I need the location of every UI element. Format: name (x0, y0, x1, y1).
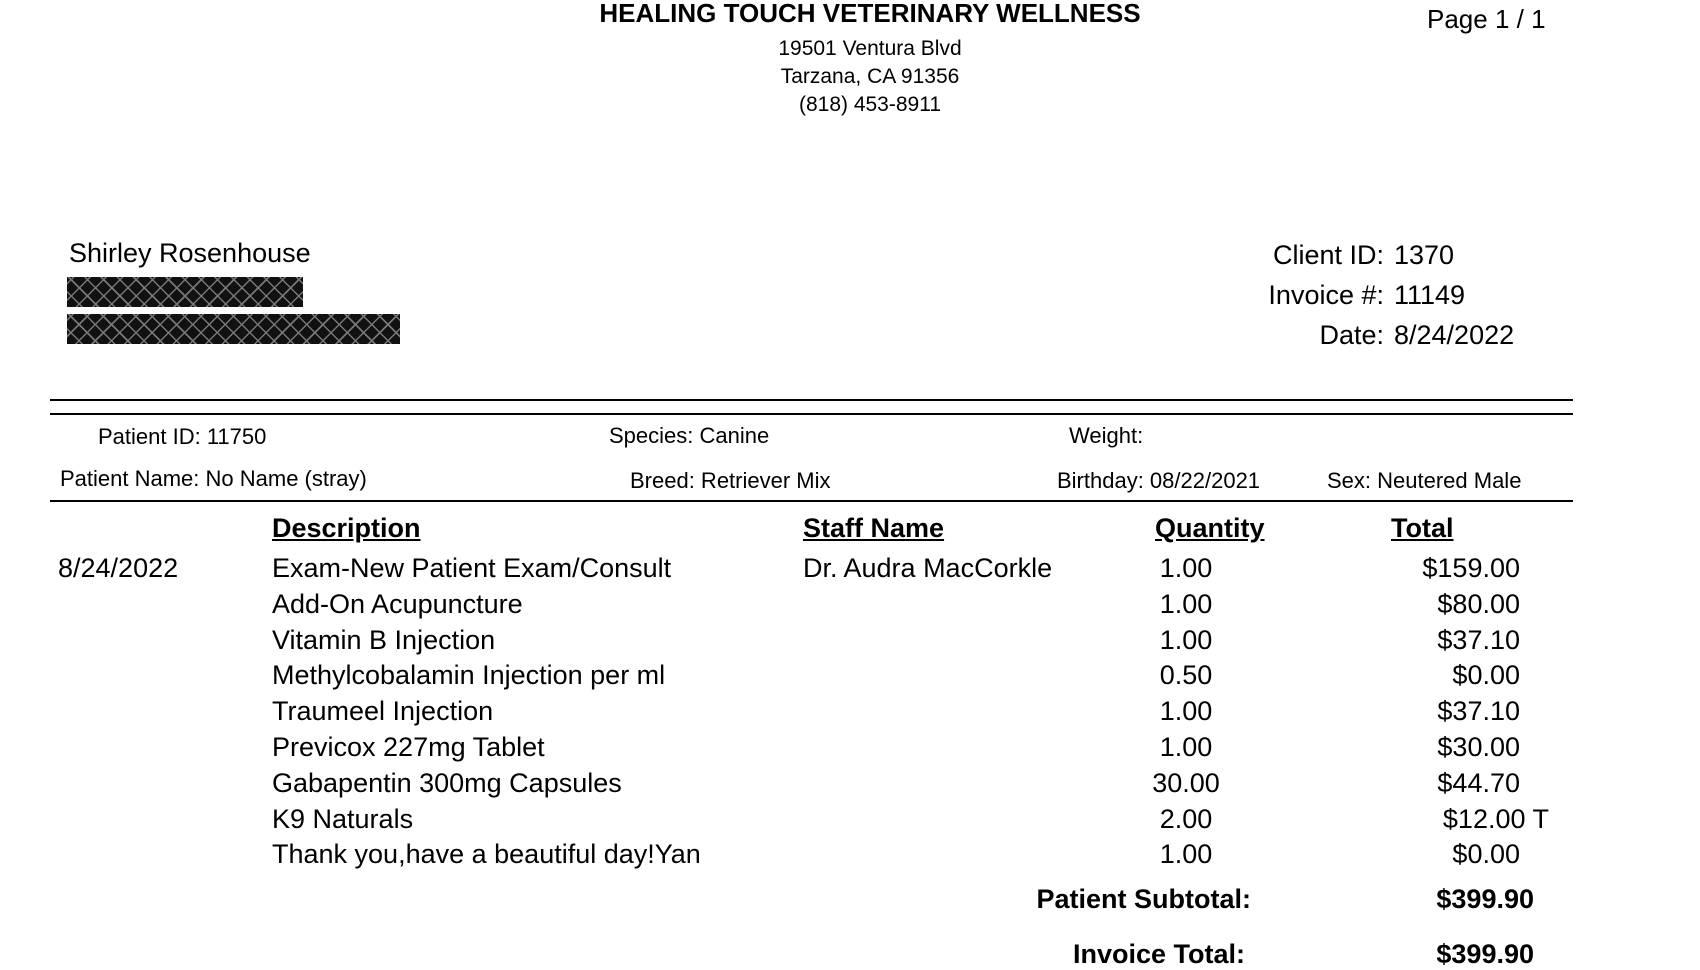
column-header-quantity: Quantity (1155, 513, 1265, 543)
row-description: Gabapentin 300mg Capsules (272, 767, 622, 798)
row-date: 8/24/2022 (58, 553, 179, 583)
patient-subtotal-value: $399.90 (1436, 884, 1534, 914)
row-quantity: 30.00 (1152, 767, 1220, 798)
table-row (0, 732, 1700, 768)
header-rule-bottom (50, 413, 1573, 415)
row-quantity: 2.00 (1159, 803, 1213, 834)
invoice-date-label: Date: (1319, 320, 1384, 350)
row-total: $12.00 T (1442, 803, 1549, 834)
row-total: $80.00 (1437, 588, 1520, 619)
table-row (0, 804, 1700, 840)
row-total: $37.10 (1437, 696, 1520, 727)
clinic-phone: (818) 453-8911 (798, 93, 942, 116)
row-description: Previcox 227mg Tablet (272, 732, 545, 762)
clinic-name: HEALING TOUCH VETERINARY WELLNESS (599, 0, 1141, 28)
row-quantity: 1.00 (1159, 839, 1213, 870)
clinic-address-line-1: 19501 Ventura Blvd (778, 37, 962, 60)
row-quantity: 1.00 (1159, 588, 1213, 619)
row-total: $159.00 (1422, 553, 1520, 583)
row-staff-name: Dr. Audra MacCorkle (803, 553, 1053, 583)
row-description: K9 Naturals (272, 803, 414, 834)
row-quantity: 1.00 (1159, 732, 1213, 762)
row-description: Thank you,have a beautiful day!Yan (272, 839, 701, 870)
column-header-description: Description (272, 513, 421, 543)
row-total: $30.00 (1437, 732, 1520, 762)
patient-subtotal-label: Patient Subtotal: (1036, 884, 1251, 914)
row-total: $0.00 (1452, 839, 1520, 870)
row-description: Exam-New Patient Exam/Consult (272, 553, 672, 583)
table-row (0, 839, 1700, 875)
row-description: Vitamin B Injection (272, 624, 496, 655)
invoice-date-value: 8/24/2022 (1394, 320, 1515, 350)
patient-sex: Sex: Neutered Male (1327, 468, 1522, 493)
table-row (0, 625, 1700, 661)
patient-weight: Weight: (1069, 423, 1144, 448)
redacted-address-line-1 (67, 277, 303, 307)
row-quantity: 1.00 (1159, 696, 1213, 727)
clinic-address-line-2: Tarzana, CA 91356 (780, 65, 960, 88)
header-rule-top (50, 399, 1573, 401)
row-description: Add-On Acupuncture (272, 588, 523, 619)
row-quantity: 0.50 (1159, 660, 1213, 691)
column-header-staff: Staff Name (803, 513, 945, 543)
row-total: $37.10 (1437, 624, 1520, 655)
table-row (0, 768, 1700, 804)
patient-id: Patient ID: 11750 (98, 424, 267, 449)
table-row (0, 696, 1700, 732)
client-name: Shirley Rosenhouse (69, 238, 311, 268)
table-row (0, 589, 1700, 625)
client-id-label: Client ID: (1272, 240, 1384, 270)
patient-breed: Breed: Retriever Mix (630, 468, 831, 493)
invoice-number-label: Invoice #: (1268, 280, 1384, 310)
row-description: Traumeel Injection (272, 696, 494, 727)
invoice-total-value: $399.90 (1436, 939, 1534, 969)
table-row (0, 660, 1700, 696)
row-total: $44.70 (1437, 767, 1520, 798)
patient-name: Patient Name: No Name (stray) (60, 466, 367, 491)
client-id-value: 1370 (1394, 240, 1455, 270)
redacted-address-line-2 (67, 314, 400, 344)
patient-birthday: Birthday: 08/22/2021 (1057, 468, 1261, 493)
invoice-total-label: Invoice Total: (1072, 939, 1245, 969)
row-description: Methylcobalamin Injection per ml (272, 660, 666, 691)
patient-rule (50, 500, 1573, 502)
row-quantity: 1.00 (1159, 553, 1213, 583)
patient-species: Species: Canine (609, 423, 770, 448)
page-indicator: Page 1 / 1 (1427, 4, 1546, 34)
table-row (0, 553, 1700, 589)
row-total: $0.00 (1452, 660, 1520, 691)
invoice-number-value: 11149 (1394, 280, 1466, 310)
column-header-total: Total (1391, 513, 1454, 543)
row-quantity: 1.00 (1159, 624, 1213, 655)
